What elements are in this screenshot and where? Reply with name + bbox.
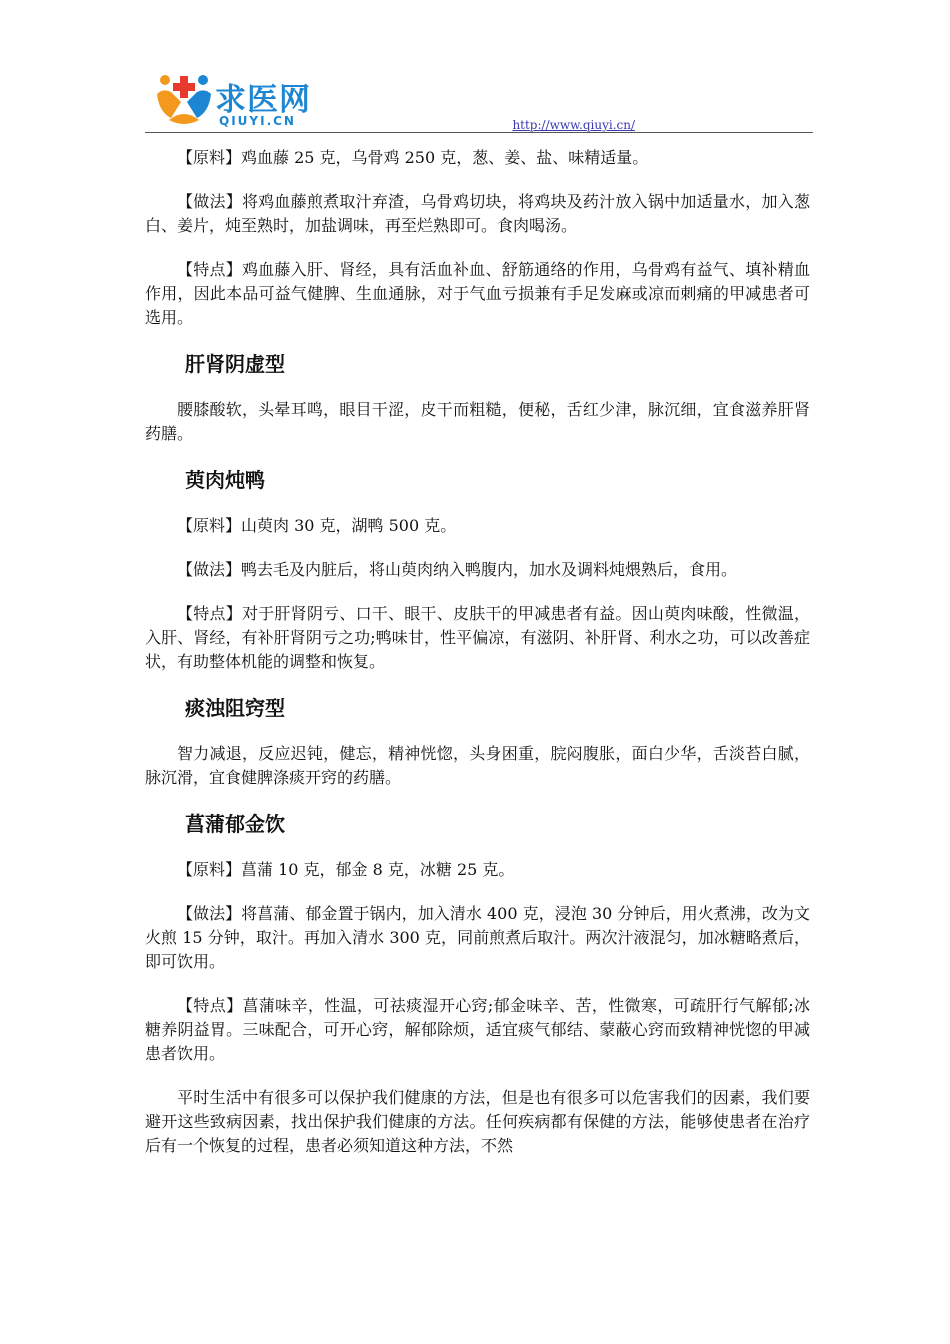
body-paragraph: 智力减退，反应迟钝，健忘，精神恍惚，头身困重，脘闷腹胀，面白少华，舌淡苔白腻，脉沉滑，宜食健脾涤痰开窍的药膳。 — [145, 744, 810, 787]
qiuyi-logo — [153, 68, 333, 128]
section-heading: 菖蒲郁金饮 — [185, 812, 285, 836]
page-header — [145, 62, 813, 134]
body-paragraph: 【做法】将鸡血藤煎煮取汁弃渣，乌骨鸡切块，将鸡块及药汁放入锅中加适量水，加入葱白、姜片，炖至熟时，加盐调味，再至烂熟即可。食肉喝汤。 — [145, 192, 810, 235]
site-url-link[interactable]: http://www.qiuyi.cn/ — [512, 118, 635, 132]
section-heading: 萸肉炖鸭 — [185, 468, 265, 492]
logo-text-en: QIUYI.CN — [219, 114, 296, 128]
section-heading: 痰浊阻窍型 — [185, 696, 285, 720]
header-divider — [145, 132, 813, 133]
body-paragraph: 腰膝酸软，头晕耳鸣，眼目干涩，皮干而粗糙，便秘，舌红少津，脉沉细，宜食滋养肝肾药膳。 — [145, 400, 810, 443]
body-paragraph: 【特点】菖蒲味辛，性温，可祛痰湿开心窍;郁金味辛、苦，性微寒，可疏肝行气解郁;冰糖养阴益胃。三味配合，可开心窍，解郁除烦，适宜痰气郁结、蒙蔽心窍而致精神恍惚的甲减患者饮用。 — [145, 996, 810, 1063]
body-paragraph: 【特点】鸡血藤入肝、肾经，具有活血补血、舒筋通络的作用，乌骨鸡有益气、填补精血作用，因此本品可益气健脾、生血通脉，对于气血亏损兼有手足发麻或凉而刺痛的甲减患者可选用。 — [145, 260, 810, 327]
body-paragraph: 【原料】山萸肉 30 克，湖鸭 500 克。 — [177, 516, 457, 535]
document-body — [145, 146, 810, 1178]
body-paragraph: 【做法】将菖蒲、郁金置于锅内，加入清水 400 克，浸泡 30 分钟后，用火煮沸，改为文火煎 15 分钟，取汁。再加入清水 300 克，同前煎煮后取汁。两次汁液混匀，加冰糖略煮后，即可饮用。 — [145, 904, 810, 971]
logo-emblem-icon — [153, 68, 215, 128]
body-paragraph: 【原料】菖蒲 10 克，郁金 8 克，冰糖 25 克。 — [177, 860, 515, 879]
section-heading: 肝肾阴虚型 — [185, 352, 285, 376]
body-paragraph: 平时生活中有很多可以保护我们健康的方法，但是也有很多可以危害我们的因素，我们要避开这些致病因素，找出保护我们健康的方法。任何疾病都有保健的方法，能够使患者在治疗后有一个恢复的过程，患者必须知道这种方法，不然 — [145, 1088, 810, 1155]
body-paragraph: 【原料】鸡血藤 25 克，乌骨鸡 250 克，葱、姜、盐、味精适量。 — [177, 148, 649, 167]
logo-text-cn: 求医网 — [215, 82, 311, 118]
body-paragraph: 【特点】对于肝肾阴亏、口干、眼干、皮肤干的甲减患者有益。因山萸肉味酸，性微温，入肝、肾经，有补肝肾阴亏之功;鸭味甘，性平偏凉，有滋阴、补肝肾、利水之功，可以改善症状，有助整体机能的调整和恢复。 — [145, 604, 810, 671]
body-paragraph: 【做法】鸭去毛及内脏后，将山萸肉纳入鸭腹内，加水及调料炖煨熟后，食用。 — [177, 560, 738, 579]
